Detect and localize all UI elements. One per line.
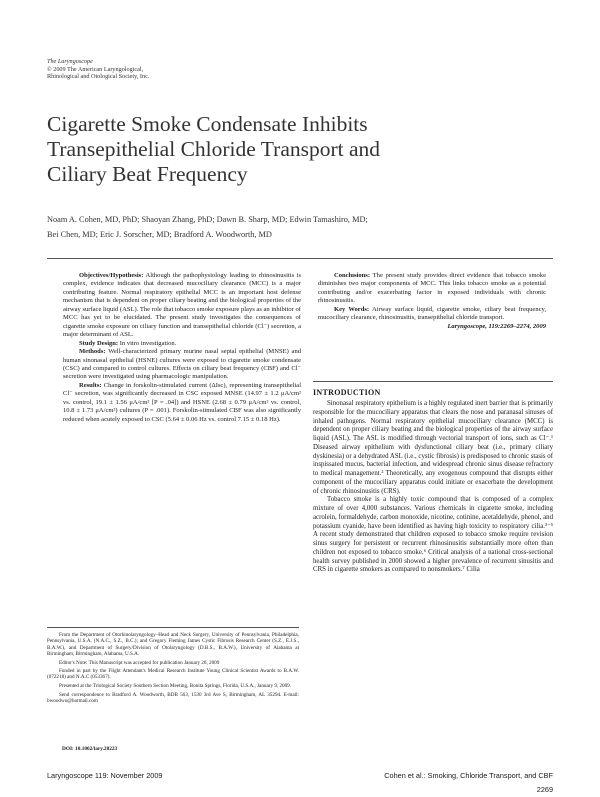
abstract-design: Study Design: In vitro investigation.	[79, 339, 177, 347]
abstract-top-rule	[47, 258, 553, 259]
abstract-right-column	[318, 272, 546, 331]
author-list	[47, 212, 567, 242]
abstract-keywords: Key Words: Airway surface liquid, cigarette smoke, ciliary beat frequency, mucociliary clearance, rhinosinusitis, transepithelial chloride transport.	[318, 305, 547, 322]
author-line: Bei Chen, MD; Eric J. Sorscher, MD; Bradford A. Woodworth, MD	[47, 230, 272, 239]
author-line: Noam A. Cohen, MD, PhD; Shaoyan Zhang, PhD; Dawn B. Sharp, MD; Edwin Tamashiro, MD;	[47, 215, 368, 224]
journal-header	[47, 58, 307, 81]
body-paragraph: Tobacco smoke is a highly toxic compound that is composed of a complex mixture of over 4,000 substances. Various chemicals in cigarette smoke, including acrolein, formaldehyde, carbon monoxide, nicotine, cotinine, acetaldehyde, phenol, and potassium cyanide, have been identified as having high toxicity to respiratory cilia.³⁻⁵ A recent study demonstrated that children exposed to tobacco smoke require revision sinus surgery for persistent or recurrent rhinosinusitis substantially more often than children not exposed to tobacco smoke.⁶ Critical analysis of a national cross-sectional health survey published in 2000 showed a higher prevalence of recurrent sinusitis and CRS in cigarette smokers as compared to nonsmokers.⁷ Cilia	[313, 496, 554, 574]
doi: DOI: 10.1002/lary.20223	[62, 746, 118, 752]
title-line: Ciliary Beat Frequency	[47, 162, 248, 186]
footnote-rule	[47, 627, 299, 628]
footnote: Send correspondence to Bradford A. Woodworth, BDB 563, 1530 3rd Ave S, Birmingham, AL 35294. E-mail: bwoodwo@hotmail.com	[47, 691, 299, 704]
abstract-left-column	[63, 272, 301, 424]
footer-journal-issue: Laryngoscope 119: November 2009	[47, 771, 163, 780]
footnote: Editor's Note: This Manuscript was accepted for publication January 26, 2009	[59, 659, 220, 666]
abstract-citation: Laryngoscope, 119:2269–2274, 2009	[447, 322, 546, 330]
article-title	[47, 112, 567, 187]
abstract-bottom-rule	[313, 381, 553, 382]
section-heading: INTRODUCTION	[313, 388, 381, 397]
footnote: Funded in part by the Flight Attendant's Medical Research Institute Young Clinical Scientist Awards to B.A.W. (072218) and N.A.C (053367).	[47, 668, 299, 681]
copyright-line: © 2009 The American Laryngological,	[47, 65, 144, 73]
abstract-objectives: Objectives/Hypothesis: Although the pathophysiology leading to rhinosinusitis is complex, evidence indicates that decreased mucociliary clearance (MCC) is a major contributing feature. Normal respiratory epithelial MCC is an important host defense mechanism that is dependent on proper ciliary beating and the biological properties of the airway surface liquid (ASL). The role that tobacco smoke exposure plays as an inhibitor of MCC has yet to be elucidated. The present study investigates the consequences of cigarette smoke exposure on ciliary function and transepithelial chloride (Cl⁻) secretion, a major determinant of ASL.	[63, 272, 301, 339]
abstract-results: Results: Change in forskolin-stimulated current (ΔIsc), representing transepithelial Cl⁻ secretion, was significantly decreased in CSC exposed MNSE (14.97 ± 1.2 μA/cm² vs. control, 19.1 ± 1.56 μA/cm² [P = .04]) and HSNE (2.68 ± 0.79 μA/cm² vs. control, 10.8 ± 1.73 μA/cm²) cultures (P = .001). Forskolin-stimulated CBF was also significantly reduced when acutely exposed to CSC (5.64 ± 0.06 Hz vs. control 7.15 ± 0.18 Hz).	[63, 381, 302, 423]
title-line: Cigarette Smoke Condensate Inhibits	[47, 112, 368, 136]
abstract-conclusions: Conclusions: The present study provides direct evidence that tobacco smoke diminishes two major components of MCC. This links tobacco smoke as a potential contributing and/or exacerbating factor in exposed individuals with chronic rhinosinusitis.	[318, 272, 546, 305]
footer-running-title: Cohen et al.: Smoking, Chloride Transport, and CBF	[384, 771, 553, 780]
introduction-body	[313, 400, 553, 575]
copyright-line: Rhinological and Otological Society, Inc.	[47, 73, 150, 80]
abstract-methods: Methods: Well-characterized primary murine nasal septal epithelial (MNSE) and human sinonasal epithelial (HSNE) cultures were exposed to cigarette smoke condensate (CSC) and compared to control cultures. Effects on ciliary beat frequency (CBF) and Cl⁻ secretion were investigated using pharmacologic manipulation.	[63, 348, 301, 381]
body-paragraph: Sinonasal respiratory epithelium is a highly regulated inert barrier that is primarily responsible for the mucociliary apparatus that clears the nose and paranasal sinuses of inhaled pathogens. Normal respiratory epithelial mucociliary clearance (MCC) is dependent on proper ciliary beating and the biological properties of the airway surface liquid (ASL). The ASL is modified through vectorial transport of ions, such as Cl⁻.¹ Diseased airway epithelium with dysfunctional ciliary beat (i.e., primary ciliary dyskinesia) or a dehydrated ASL (i.e., cystic fibrosis) is predisposed to chronic stasis of inspissated mucus, bacterial infection, and widespread chronic sinus disease refractory to medical management.² Theoretically, any exogenous compound that disrupts either component of the mucociliary apparatus could initiate or exacerbate the development of chronic rhinosinusitis (CRS).	[313, 400, 553, 495]
journal-name: The Laryngoscope	[47, 58, 93, 65]
page-number: 2269	[536, 785, 553, 794]
footnote: Presented at the Triological Society Southern Section Meeting, Bonita Springs, Florida, U.S.A., January 9, 2009.	[59, 682, 292, 689]
footnotes	[47, 632, 299, 706]
footnote: From the Department of Otorhinolaryngology–Head and Neck Surgery, University of Pennsylvania, Philadelphia, Pennsylvania, U.S.A. (N.A.C., S.Z., B.C.); and Gregory Fleming James Cystic Fibrosis Research Center (S.Z., E.J.S., B.A.W.), and Department of Surgery/Division of Otolaryngology (D.B.S., B.A.W.), University of Alabama at Birmingham, Birmingham, Alabama, U.S.A.	[47, 632, 299, 658]
title-line: Transepithelial Chloride Transport and	[47, 137, 381, 161]
